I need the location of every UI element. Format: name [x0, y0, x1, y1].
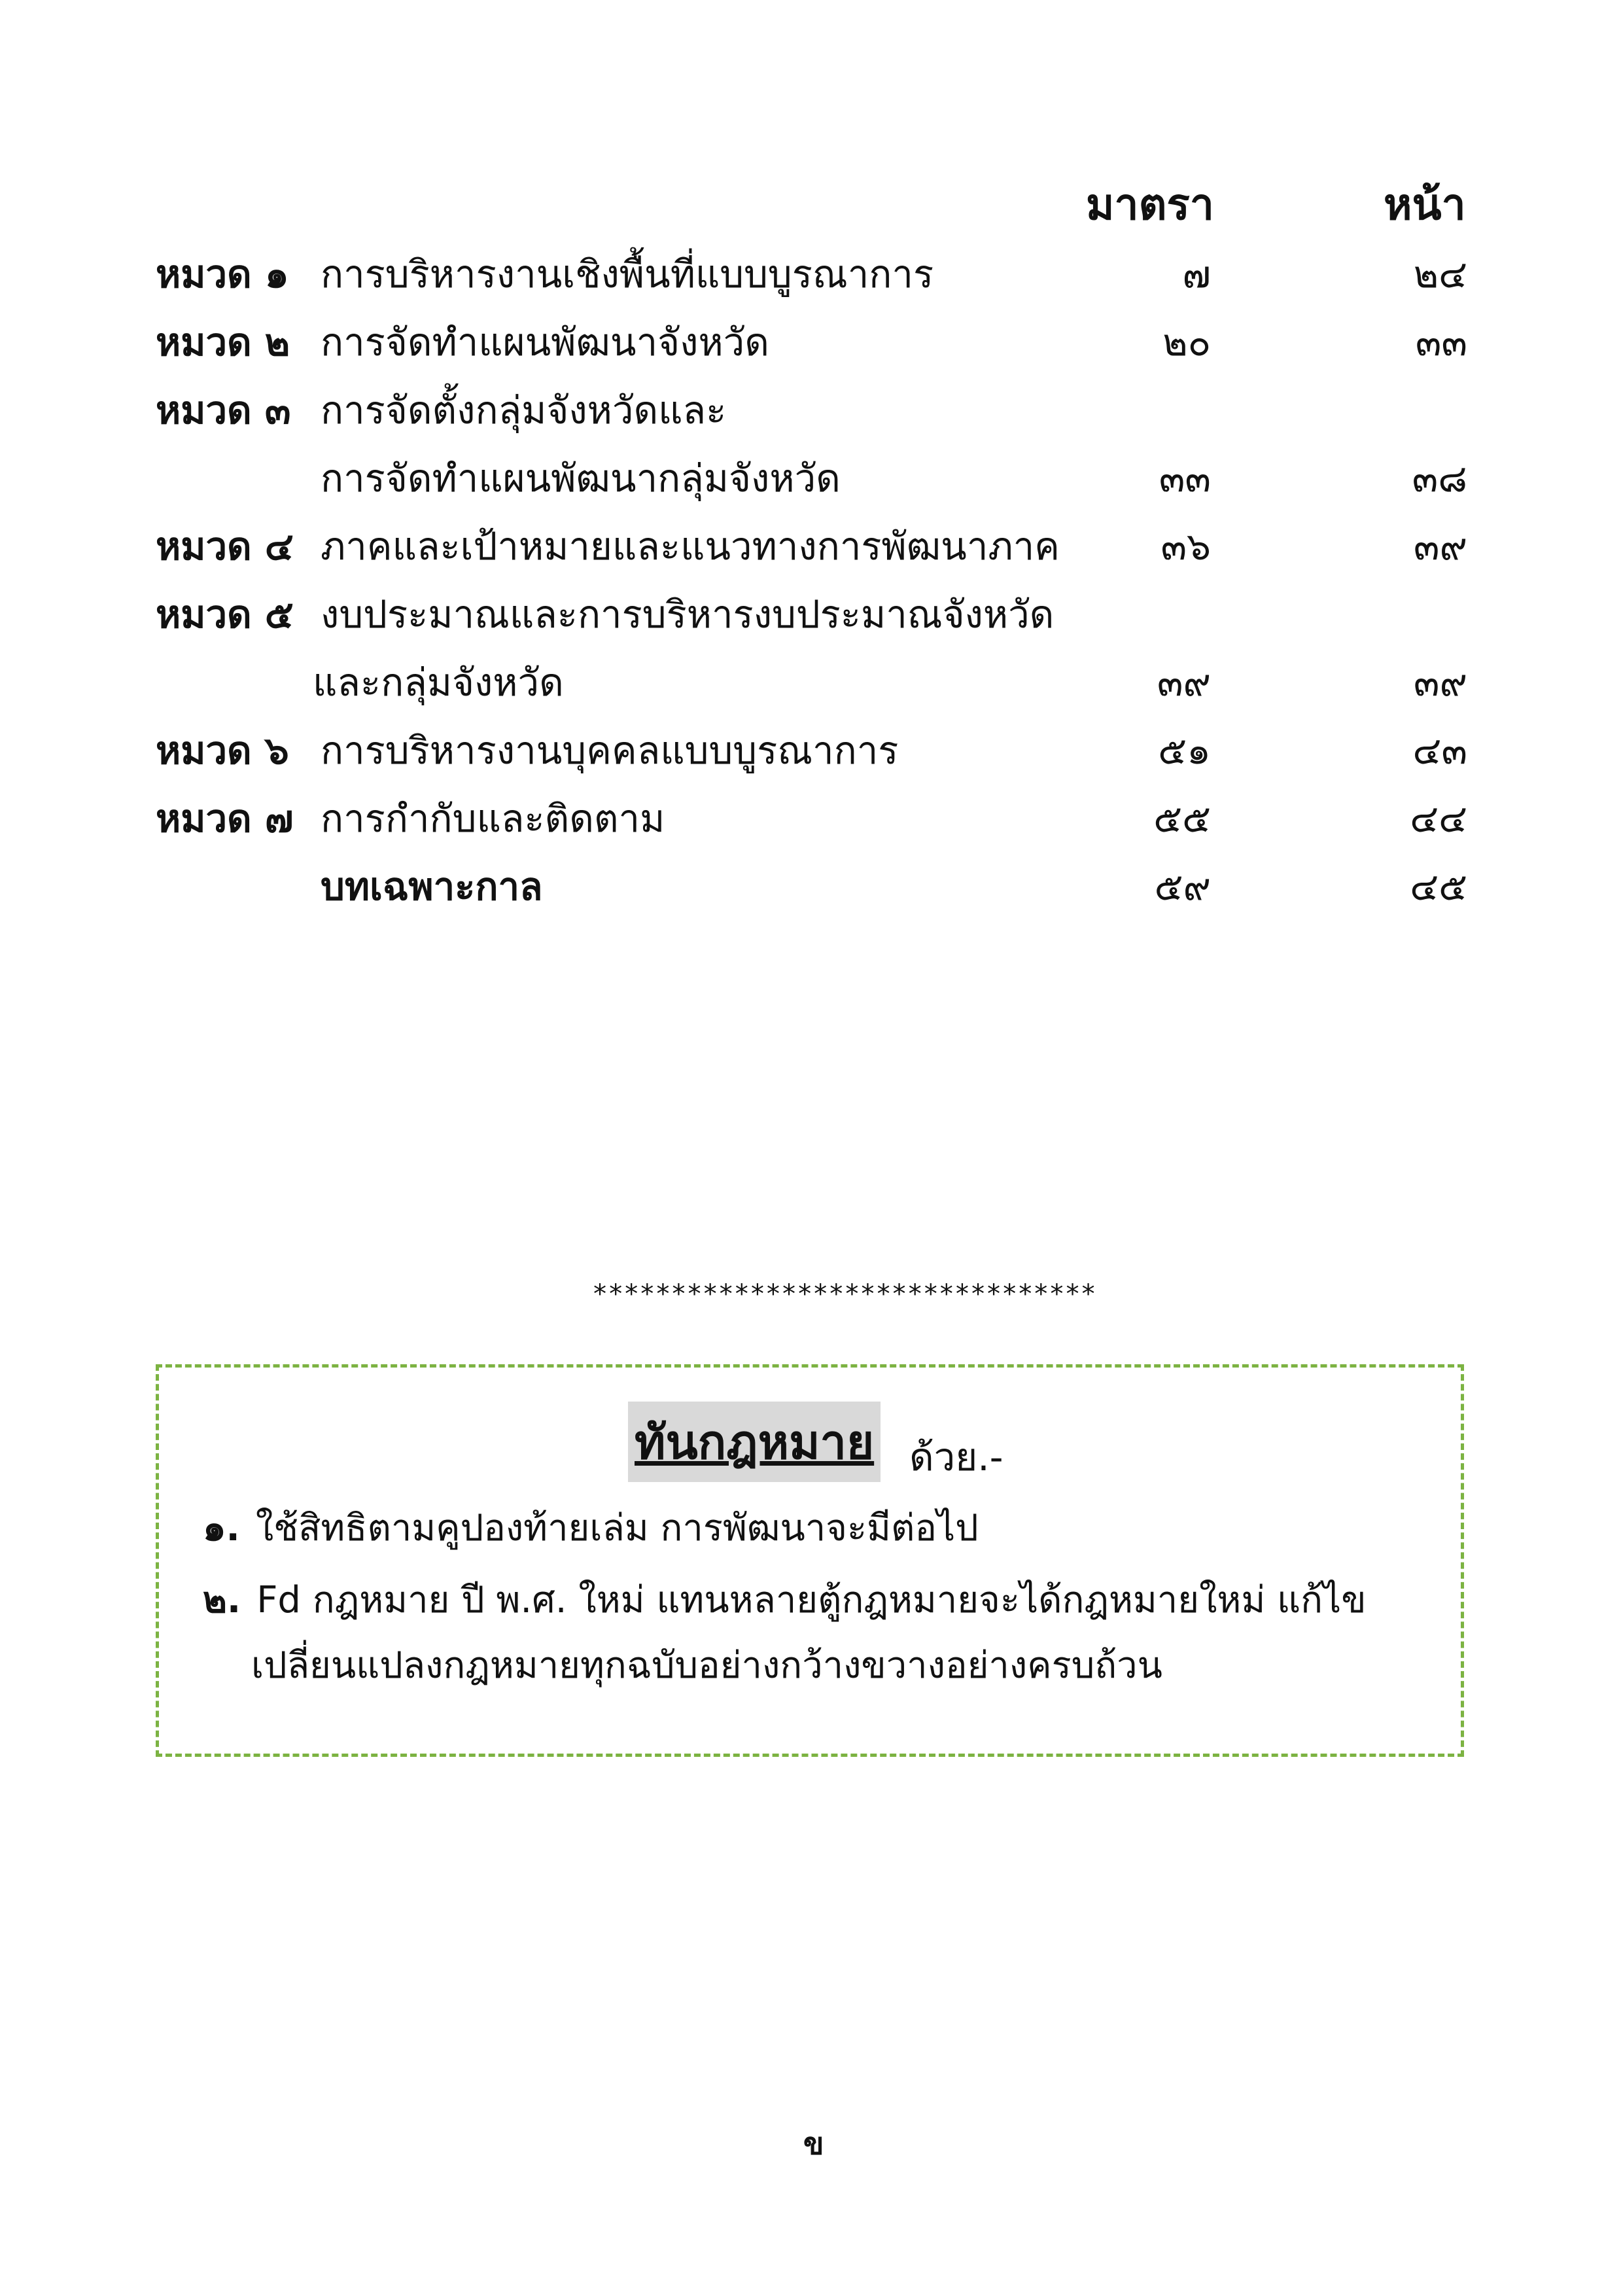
- toc-page-number: ๒๔: [1413, 252, 1467, 296]
- toc-title: ภาคและเป้าหมายและแนวทางการพัฒนาภาค: [321, 524, 1060, 569]
- notice-continuation: เปลี่ยนแปลงกฎหมายทุกฉบับอย่างกว้างขวางอย่างครบถ้วน: [251, 1644, 1162, 1687]
- toc-page-number: ๓๓: [1415, 320, 1467, 364]
- notice-title: ทันกฎหมาย: [628, 1402, 881, 1482]
- toc-page-number: ๔๕: [1410, 864, 1467, 909]
- toc-title: การกำกับและติดตาม: [321, 796, 665, 841]
- toc-section-number: ๗: [1182, 252, 1211, 296]
- toc-page-number: ๔๔: [1410, 796, 1467, 841]
- toc-title: การจัดทำแผนพัฒนาจังหวัด: [321, 320, 769, 364]
- notice-item: [203, 1570, 1366, 1629]
- notice-item-number: ๒.: [203, 1579, 241, 1621]
- notice-item: [203, 1498, 979, 1557]
- toc-section-number: ๓๖: [1161, 524, 1211, 569]
- toc-section-number: ๓๓: [1159, 456, 1211, 501]
- page-letter: ข: [803, 2126, 824, 2161]
- toc-chapter: หมวด ๗: [156, 796, 294, 841]
- toc-chapter: หมวด ๖: [156, 728, 289, 773]
- toc-row: [0, 720, 1623, 785]
- toc-row: [0, 311, 1623, 377]
- toc-section-number: ๕๑: [1158, 728, 1211, 773]
- toc-title: การจัดทำแผนพัฒนากลุ่มจังหวัด: [321, 456, 841, 501]
- toc-chapter: หมวด ๑: [156, 252, 289, 296]
- toc-row: [0, 380, 1623, 445]
- toc-section-number: ๒๐: [1162, 320, 1211, 364]
- toc-title: บทเฉพาะกาล: [321, 864, 543, 909]
- toc-title: การบริหารงานเชิงพื้นที่แบบบูรณาการ: [321, 252, 934, 296]
- toc-page-number: ๓๘: [1412, 456, 1467, 501]
- notice-suffix: ด้วย.-: [909, 1435, 1003, 1479]
- toc-section-number: ๓๙: [1157, 660, 1211, 705]
- header-page: หน้า: [1384, 179, 1466, 230]
- toc-title: งบประมาณและการบริหารงบประมาณจังหวัด: [321, 592, 1055, 637]
- toc-chapter: หมวด ๒: [156, 320, 290, 364]
- toc-page-number: ๔๓: [1412, 728, 1467, 773]
- toc-section-number: ๕๕: [1153, 796, 1211, 841]
- separator-stars: ********************************: [592, 1279, 1096, 1309]
- toc-title: และกลุ่มจังหวัด: [313, 660, 564, 705]
- toc-row: [0, 448, 1623, 513]
- toc-chapter: หมวด ๔: [156, 524, 294, 569]
- toc-row: [0, 788, 1623, 853]
- toc-page-number: ๓๙: [1413, 524, 1467, 569]
- toc-row: [0, 243, 1623, 309]
- notice-item-text: Fd กฎหมาย ปี พ.ศ. ใหม่ แทนหลายตู้กฎหมายจะได้กฎหมายใหม่ แก้ไข: [256, 1579, 1367, 1621]
- notice-item-text: ใช้สิทธิตามคูปองท้ายเล่ม การพัฒนาจะมีต่อไป: [255, 1507, 979, 1549]
- toc-page-number: ๓๙: [1413, 660, 1467, 705]
- notice-item-number: ๑.: [203, 1507, 240, 1549]
- toc-title: การบริหารงานบุคคลแบบบูรณาการ: [321, 728, 899, 773]
- toc-row: [0, 584, 1623, 649]
- toc-row: [0, 652, 1623, 717]
- toc-section-number: ๕๙: [1154, 864, 1211, 909]
- toc-row: [0, 856, 1623, 921]
- toc-chapter: หมวด ๕: [156, 592, 294, 637]
- toc-chapter: หมวด ๓: [156, 388, 291, 433]
- toc-row: [0, 516, 1623, 581]
- header-section: มาตรา: [1086, 179, 1214, 230]
- toc-title: การจัดตั้งกลุ่มจังหวัดและ: [321, 388, 727, 433]
